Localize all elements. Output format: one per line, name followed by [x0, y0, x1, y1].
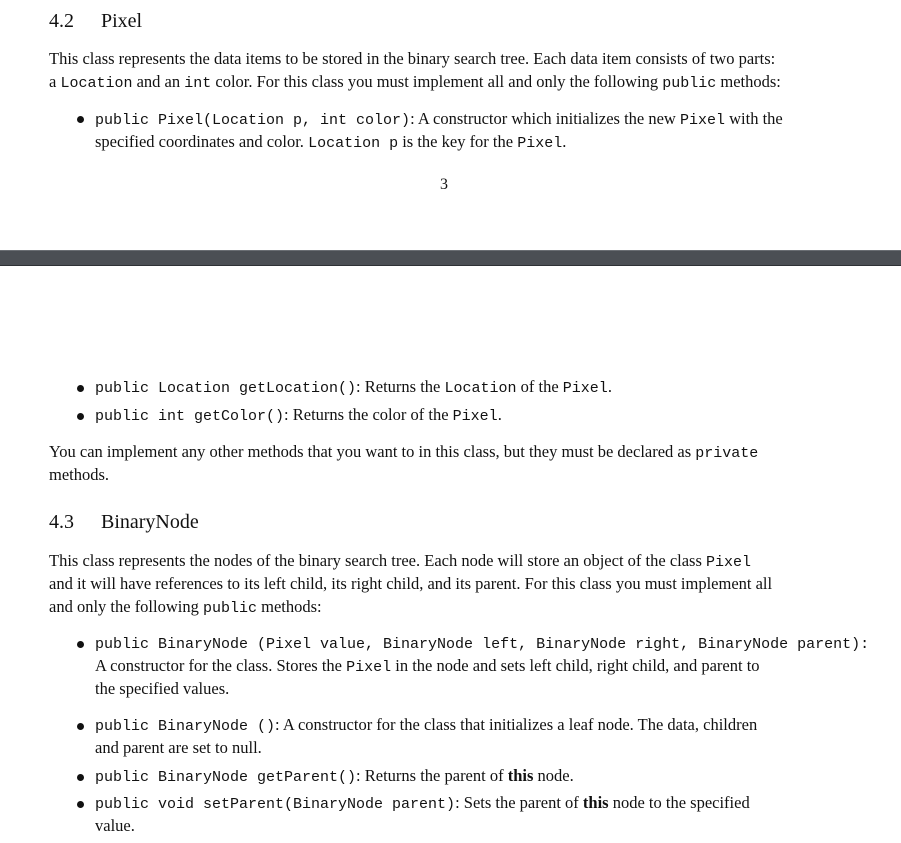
list-item-line: [95, 403, 502, 428]
text: methods:: [257, 597, 322, 616]
method-signature: public BinaryNode getParent(): [95, 769, 357, 786]
section-title: BinaryNode: [101, 511, 199, 533]
bullet-icon: [75, 723, 85, 733]
code-term: Pixel: [706, 554, 752, 571]
text: and only the following: [49, 597, 203, 616]
code-term: Pixel: [517, 135, 563, 152]
text: value.: [95, 816, 135, 835]
code-term: Pixel: [679, 112, 725, 129]
text: the specified values.: [95, 679, 230, 698]
text: A constructor for the class. Stores the: [95, 656, 347, 675]
text: : A constructor for the class that initializes a leaf node. The data, children: [275, 715, 758, 734]
text: methods:: [716, 72, 781, 91]
code-term: Pixel: [346, 659, 392, 676]
method-signature: public void setParent(BinaryNode parent): [95, 796, 456, 813]
text: of the: [516, 377, 563, 396]
section-number: 4.3: [49, 511, 74, 533]
text: : A constructor which initializes the new: [410, 109, 680, 128]
section-title: Pixel: [101, 10, 143, 32]
text: : Returns the: [356, 377, 445, 396]
code-term: Location: [60, 75, 133, 92]
text: a: [49, 72, 61, 91]
list-item-line: [95, 654, 760, 679]
page-separator: [0, 250, 901, 266]
paragraph-line: [49, 70, 781, 95]
list-item-line: [95, 791, 750, 816]
list-item-line: [95, 713, 757, 738]
section-heading-4-3: [49, 511, 199, 534]
paragraph-line: [49, 440, 758, 465]
text: .: [497, 405, 502, 424]
section-number: 4.2: [49, 10, 74, 32]
bold-term: this: [507, 766, 534, 785]
text: .: [607, 377, 612, 396]
paragraph-line: [49, 463, 109, 486]
text: methods.: [49, 465, 110, 484]
bullet-icon: [75, 801, 85, 811]
page-number: 3: [440, 176, 448, 193]
document-page-4: [0, 266, 901, 843]
text: specified coordinates and color.: [95, 132, 309, 151]
bullet-icon: [75, 385, 85, 395]
code-term: Pixel: [452, 408, 498, 425]
text: : Sets the parent of: [455, 793, 583, 812]
text: and an: [132, 72, 185, 91]
text: : Returns the color of the: [284, 405, 453, 424]
list-item-line: [95, 375, 612, 400]
code-term: Location p: [308, 135, 399, 152]
bold-term: this: [582, 793, 609, 812]
bullet-icon: [75, 413, 85, 423]
list-item-line: [95, 814, 135, 837]
text: node to the specified: [608, 793, 750, 812]
section-heading-4-2: [49, 10, 142, 33]
method-signature: public BinaryNode (Pixel value, BinaryNode left, BinaryNode right, BinaryNode parent):: [95, 636, 870, 653]
text: and parent are set to null.: [95, 738, 262, 757]
list-item-line: [95, 631, 869, 656]
bullet-icon: [75, 774, 85, 784]
method-signature: public BinaryNode (): [95, 718, 276, 735]
text: This class represents the data items to be stored in the binary search tree. Each data item consists of two parts:: [49, 49, 776, 68]
text: and it will have references to its left child, its right child, and its parent. For this class you must implement all: [49, 574, 773, 593]
text: : Returns the parent of: [356, 766, 508, 785]
method-signature: public Pixel(Location p, int color): [95, 112, 411, 129]
text: with the: [724, 109, 783, 128]
list-item-line: [95, 107, 783, 132]
list-item-line: [95, 736, 262, 759]
text: is the key for the: [398, 132, 518, 151]
paragraph-line: [49, 572, 772, 595]
code-term: private: [695, 445, 759, 462]
list-item-line: [95, 764, 574, 789]
text: color. For this class you must implement all and only the following: [211, 72, 663, 91]
text: You can implement any other methods that you want to in this class, but they must be declared as: [49, 442, 696, 461]
text: node.: [533, 766, 574, 785]
text: .: [562, 132, 567, 151]
code-term: int: [184, 75, 212, 92]
paragraph-line: [49, 549, 751, 574]
list-item-line: [95, 677, 229, 700]
method-signature: public Location getLocation(): [95, 380, 357, 397]
bullet-icon: [75, 116, 85, 126]
bullet-icon: [75, 641, 85, 651]
method-signature: public int getColor(): [95, 408, 285, 425]
code-term: public: [662, 75, 717, 92]
paragraph-line: [49, 47, 775, 70]
text: This class represents the nodes of the binary search tree. Each node will store an object of the class: [49, 551, 707, 570]
paragraph-line: [49, 595, 322, 620]
code-term: Location: [444, 380, 517, 397]
document-page-3: [0, 0, 901, 250]
code-term: public: [202, 600, 257, 617]
list-item-line: [95, 130, 566, 155]
code-term: Pixel: [562, 380, 608, 397]
text: in the node and sets left child, right child, and parent to: [391, 656, 760, 675]
